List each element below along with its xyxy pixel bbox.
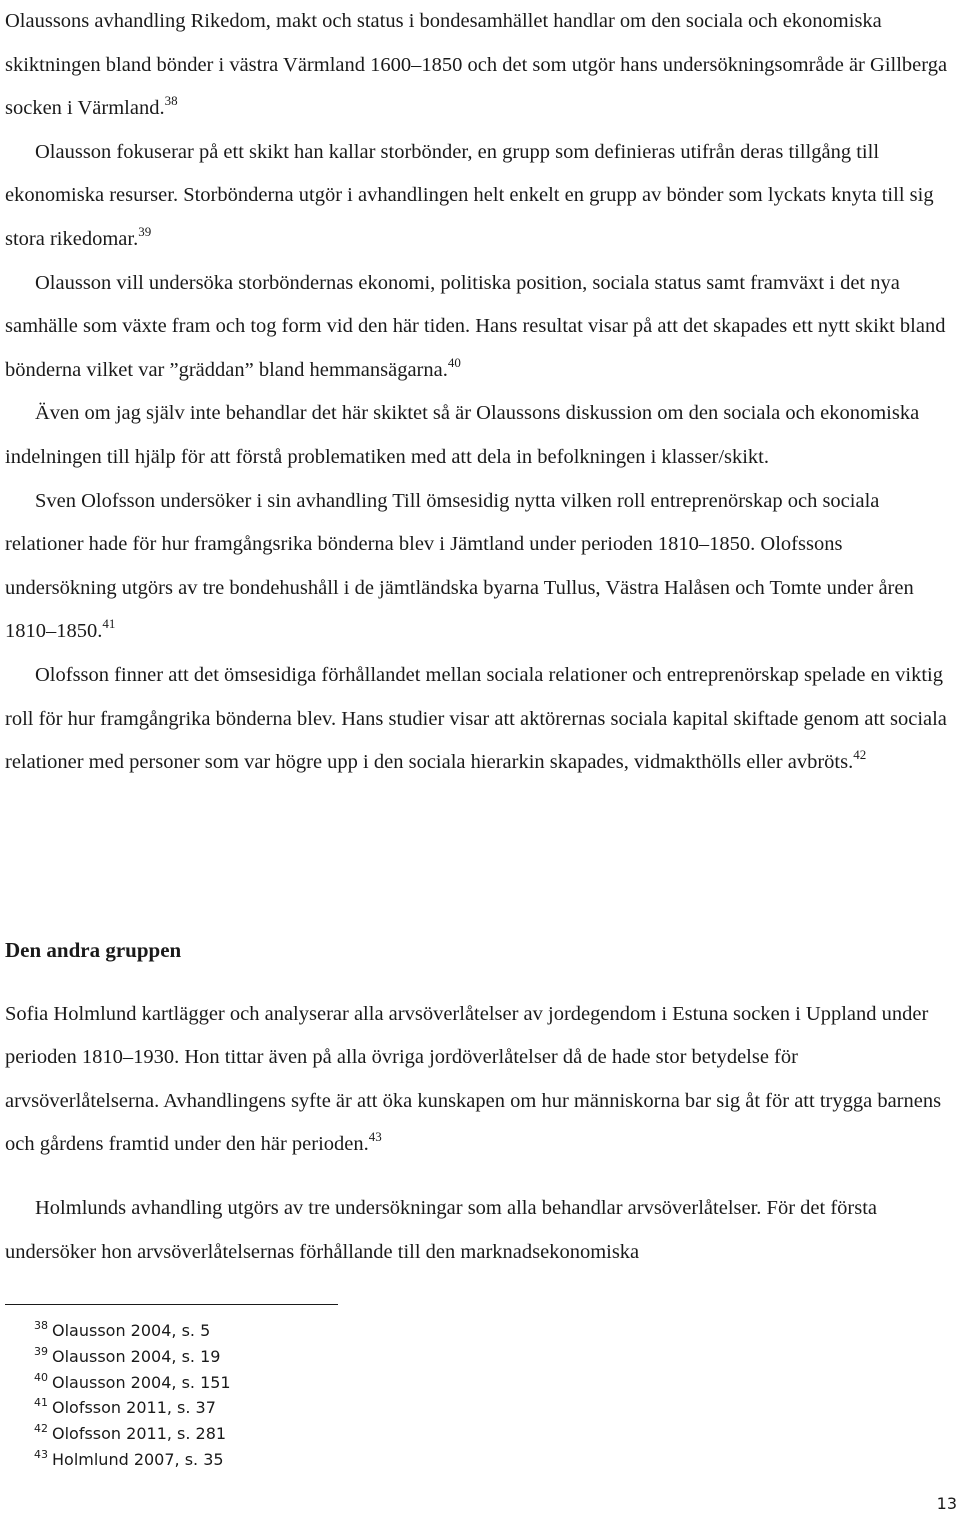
footnote-ref-40[interactable]: 40 (447, 354, 461, 370)
footnote-separator (5, 1304, 338, 1305)
footnote-42: $^{42}$ Olofsson 2011, s. 281 (34, 1422, 227, 1444)
paragraph-olausson-purpose: Olausson vill undersöka storböndernas ekonomi, politiska position, sociala status samt framväxt i det nya samhälle som växte fram och tog form vid den här tiden. Hans resultat visar på att det skapades ett nytt skikt bland bönderna vilket var ”gräddan” bland hemmansägarna.$^{40}$ (5, 271, 946, 381)
footnote-ref-41[interactable]: 41 (102, 616, 116, 632)
footnote-41: $^{41}$ Olofsson 2011, s. 37 (34, 1396, 216, 1418)
footnote-ref-38[interactable]: 38 (164, 93, 178, 109)
footnote-40: $^{40}$ Olausson 2004, s. 151 (34, 1370, 231, 1392)
paragraph-holmlund-structure: Holmlunds avhandling utgörs av tre undersökningar som alla behandlar arvsöverlåtelser. För det första undersöker hon arvsöverlåtelsernas förhållande till den marknadsekonomiska (5, 1197, 877, 1263)
footnote-ref-43[interactable]: 43 (368, 1129, 382, 1145)
paragraph-olausson-storbonder: Olausson fokuserar på ett skikt han kallar storbönder, en grupp som definieras utifrån deras tillgång till ekonomiska resurser. Storbönderna utgör i avhandlingen helt enkelt en grupp av bönder som lyckats knyta till sig stora rikedomar.$^{39}$ (5, 140, 934, 250)
footnote-38: $^{38}$ Olausson 2004, s. 5 (34, 1319, 211, 1340)
paragraph-holmlund-intro: Sofia Holmlund kartlägger och analyserar alla arvsöverlåtelser av jordegendom i Estuna socken i Uppland under perioden 1810–1930. Hon tittar även på alla övriga jordöverlåtelser då de hade stor betydelse för arvsöverlåtelserna. Avhandlingens syfte är att öka kunskapen om hur människorna bar sig åt för att trygga barnens och gårdens framtid under den här perioden.$^{43}$ (5, 1002, 942, 1156)
footnotes (34, 1318, 231, 1473)
section-heading: Den andra gruppen (5, 938, 182, 962)
footnote-39: $^{39}$ Olausson 2004, s. 19 (34, 1344, 221, 1366)
footnote-ref-42[interactable]: 42 (853, 747, 867, 763)
paragraph-olofsson-results: Olofsson finner att det ömsesidiga förhållandet mellan sociala relationer och entreprenörskap spelade en viktig roll för hur framgångrika bönderna blev. Hans studier visar att aktörernas sociala kapital skiftade genom att sociala relationer med personer som var högre upp i den sociala hierarkin skapades, vidmakthölls eller avbröts.$^{42}$ (5, 663, 947, 774)
body-text-lower (5, 972, 957, 1295)
page-number: 13 (936, 1494, 957, 1513)
footnote-43: $^{43}$ Holmlund 2007, s. 35 (34, 1447, 224, 1469)
paragraph-olofsson-intro: Sven Olofsson undersöker i sin avhandling Till ömsesidig nytta vilken roll entreprenörskap och sociala relationer hade för hur framgångsrika bönderna blev i Jämtland under perioden 1810–1850. Olofssons undersökning utgörs av tre bondehushåll i de jämtländska byarna Tullus, Västra Halåsen och Tomte under åren 1810–1850.41 (5, 489, 914, 643)
footnote-ref-39[interactable]: 39 (138, 223, 152, 239)
body-text-upper (5, 0, 957, 785)
paragraph-olausson-intro: Olaussons avhandling Rikedom, makt och status i bondesamhället handlar om den sociala och ekonomiska skiktningen bland bönder i västra Värmland 1600–1850 och det som utgör hans undersökningsområde är Gillberga socken i Värmland.$^{38}$ (5, 10, 948, 120)
paragraph-own-reflection: Även om jag själv inte behandlar det här skiktet så är Olaussons diskussion om den sociala och ekonomiska indelningen till hjälp för att förstå problematiken med att dela in befolkningen i klasser/skikt. (5, 402, 920, 468)
